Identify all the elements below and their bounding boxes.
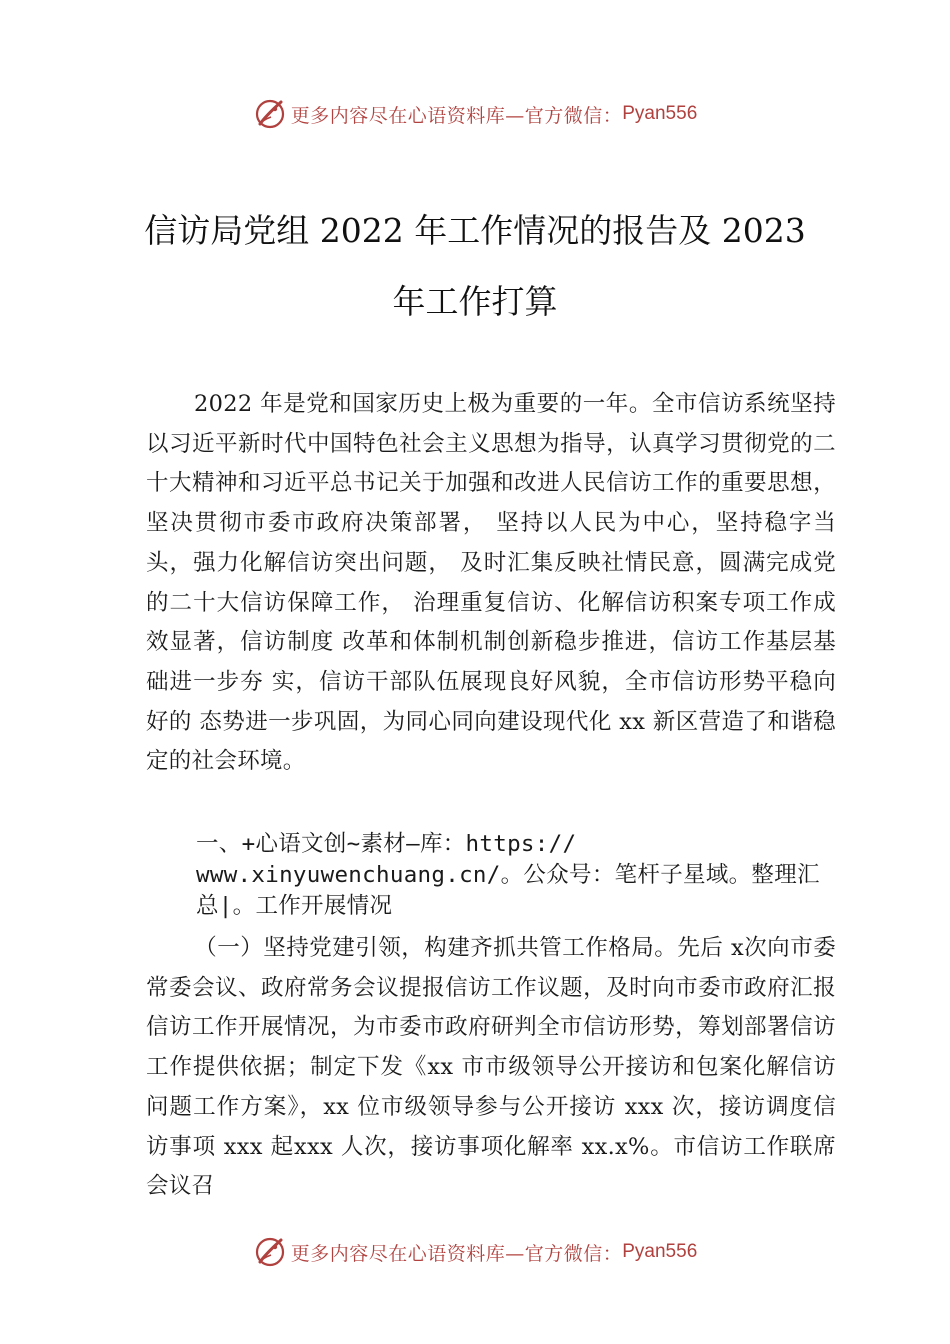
paragraph-1: [146, 929, 836, 1207]
brush-logo-icon: [253, 97, 287, 131]
top-watermark-banner: [0, 94, 950, 134]
section-heading-line-3: 总|。工作开展情况: [196, 893, 393, 919]
banner-wechat-id: Pyan556: [622, 103, 698, 124]
intro-paragraph: [146, 385, 836, 782]
brush-logo-icon: [253, 1235, 287, 1269]
intro-paragraph-text: 2022 年是党和国家历史上极为重要的一年。全市信访系统坚持以习近平新时代中国特色社会主义思想为指导，认真学习贯彻党的二十大精神和习近平总书记关于加强和改进人民信访工作的重要思想，坚决贯彻市委市政府决策部署， 坚持以人民为中心，坚持稳字当头，强力化解信访突出问题， 及时汇集反映社情民意，圆满完成党的二十大信访保障工作， 治理重复信访、化解信访积案专项工作成效显著，信访制度 改革和体制机制创新稳步推进，信访工作基层基础进一步夯 实，信访干部队伍展现良好风貌，全市信访形势平稳向好的 态势进一步巩固，为同心同向建设现代化 xx 新区营造了和谐稳定的社会环境。: [146, 391, 836, 775]
banner-text: 更多内容尽在心语资料库—官方微信：: [290, 104, 623, 127]
banner-wechat-id: Pyan556: [622, 1241, 698, 1262]
bottom-watermark-banner: [0, 1232, 950, 1272]
section-heading-line-2: www.xinyuwenchuang.cn/。公众号：笔杆子星域。整理汇: [196, 862, 820, 888]
section-heading: [196, 829, 836, 922]
section-heading-line-1: 一、+心语文创~素材—库：https://: [196, 831, 577, 857]
document-title-line-2: 年工作打算: [392, 282, 558, 321]
paragraph-1-text: （一）坚持党建引领，构建齐抓共管工作格局。先后 x次向市委常委会议、政府常务会议提报信访工作议题，及时向市委市政府汇报信访工作开展情况，为市委市政府研判全市信访形势，筹划部署信访工作提供依据；制定下发《xx 市市级领导公开接访和包案化解信访问题工作方案》，xx 位市级领导参与公开接访 xxx 次，接访调度信访事项 xxx 起xxx 人次，接访事项化解率 xx.x%。市信访工作联席会议召: [146, 935, 836, 1200]
document-title-line-1: 信访局党组 2022 年工作情况的报告及 2023: [144, 211, 806, 250]
banner-text: 更多内容尽在心语资料库—官方微信：: [290, 1242, 623, 1265]
